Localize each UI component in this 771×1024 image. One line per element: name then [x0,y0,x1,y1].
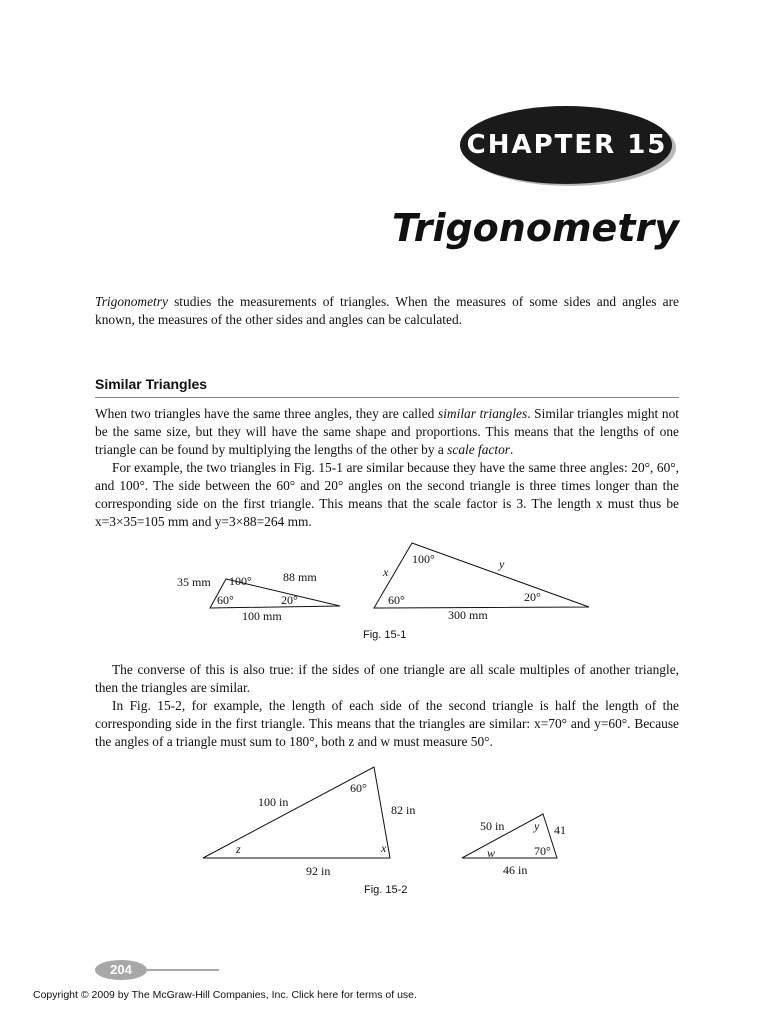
figure-caption: Fig. 15-1 [363,629,407,641]
t1-left-angle: 60° [217,593,234,607]
t1-right-side: 82 in [391,803,416,817]
copyright-notice[interactable] [33,989,417,1001]
t1-left-side: 100 in [258,795,289,809]
intro-text: studies the measurements of triangles. When the measures of some sides and angles are known, the measures of the other sides and angles can be calculated. [95,294,679,327]
figure-15-2 [190,760,590,900]
t1-top-angle: 60° [350,781,367,795]
terms-link[interactable]: Copyright © 2009 by The McGraw-Hill Companies, Inc. Click here for terms of use. [33,989,417,1001]
similar-triangles-text [95,405,679,531]
section-rule [95,397,679,398]
intro-paragraph [95,293,679,329]
t2-base: 300 mm [448,608,488,622]
t1-left-angle: z [236,842,241,856]
t1-left-side: 35 mm [177,575,211,589]
page-number-bar [95,960,219,980]
t1-right-side: 88 mm [283,570,317,584]
paragraph-2: For example, the two triangles in Fig. 15-1 are similar because they have the same three angles: 20°, 60°, and 100°. The side between the 60° and 20° angles on the second triangle is three times longer than the corresponding side on the first triangle. This means that the scale factor is 3. The length x must thus be x=3×35=105 mm and y=3×88=264 mm. [95,460,679,529]
t2-right-angle: 70° [534,844,551,858]
t2-left-angle: 60° [388,593,405,607]
paragraph-4: In Fig. 15-2, for example, the length of each side of the second triangle is half the length of the corresponding side in the first triangle. This means that the triangles are similar: x=70° and y=60°. Because the angles of a triangle must sum to 180°, both z and w must measure 50°. [95,698,679,749]
triangle-large [374,543,589,608]
chapter-title: Trigonometry [391,206,679,250]
t2-right-side: y [499,557,505,571]
t1-base: 92 in [306,864,331,878]
t2-right-side: 41 [554,823,566,837]
t1-right-angle: 20° [281,593,298,607]
t1-right-angle: x [381,841,387,855]
t2-top-angle: y [534,819,540,833]
t2-top-angle: 100° [412,552,435,566]
section-heading: Similar Triangles [95,376,208,392]
chapter-number: CHAPTER 15 [466,130,668,160]
t1-top-angle: 100° [229,574,252,588]
page-number: 204 [110,962,132,977]
t2-left-side: x [383,565,389,579]
t2-right-angle: 20° [524,590,541,604]
paragraph-3: The converse of this is also true: if the sides of one triangle are all scale multiples of another triangle, then the triangles are similar. [95,662,679,695]
paragraph-1: When two triangles have the same three angles, they are called similar triangles. Similar triangles might not be the same size, but they will have the same shape and proportions. This means that the lengths of one triangle can be found by multiplying the lengths of the other by a scale factor. [95,406,679,457]
t2-base: 46 in [503,863,528,877]
t2-left-angle: w [487,846,496,860]
figure-caption: Fig. 15-2 [364,884,408,896]
converse-text [95,661,679,751]
t1-base: 100 mm [242,609,282,623]
intro-term: Trigonometry [95,294,168,309]
figure-15-1 [160,535,610,647]
chapter-badge [458,103,678,187]
t2-left-side: 50 in [480,819,505,833]
